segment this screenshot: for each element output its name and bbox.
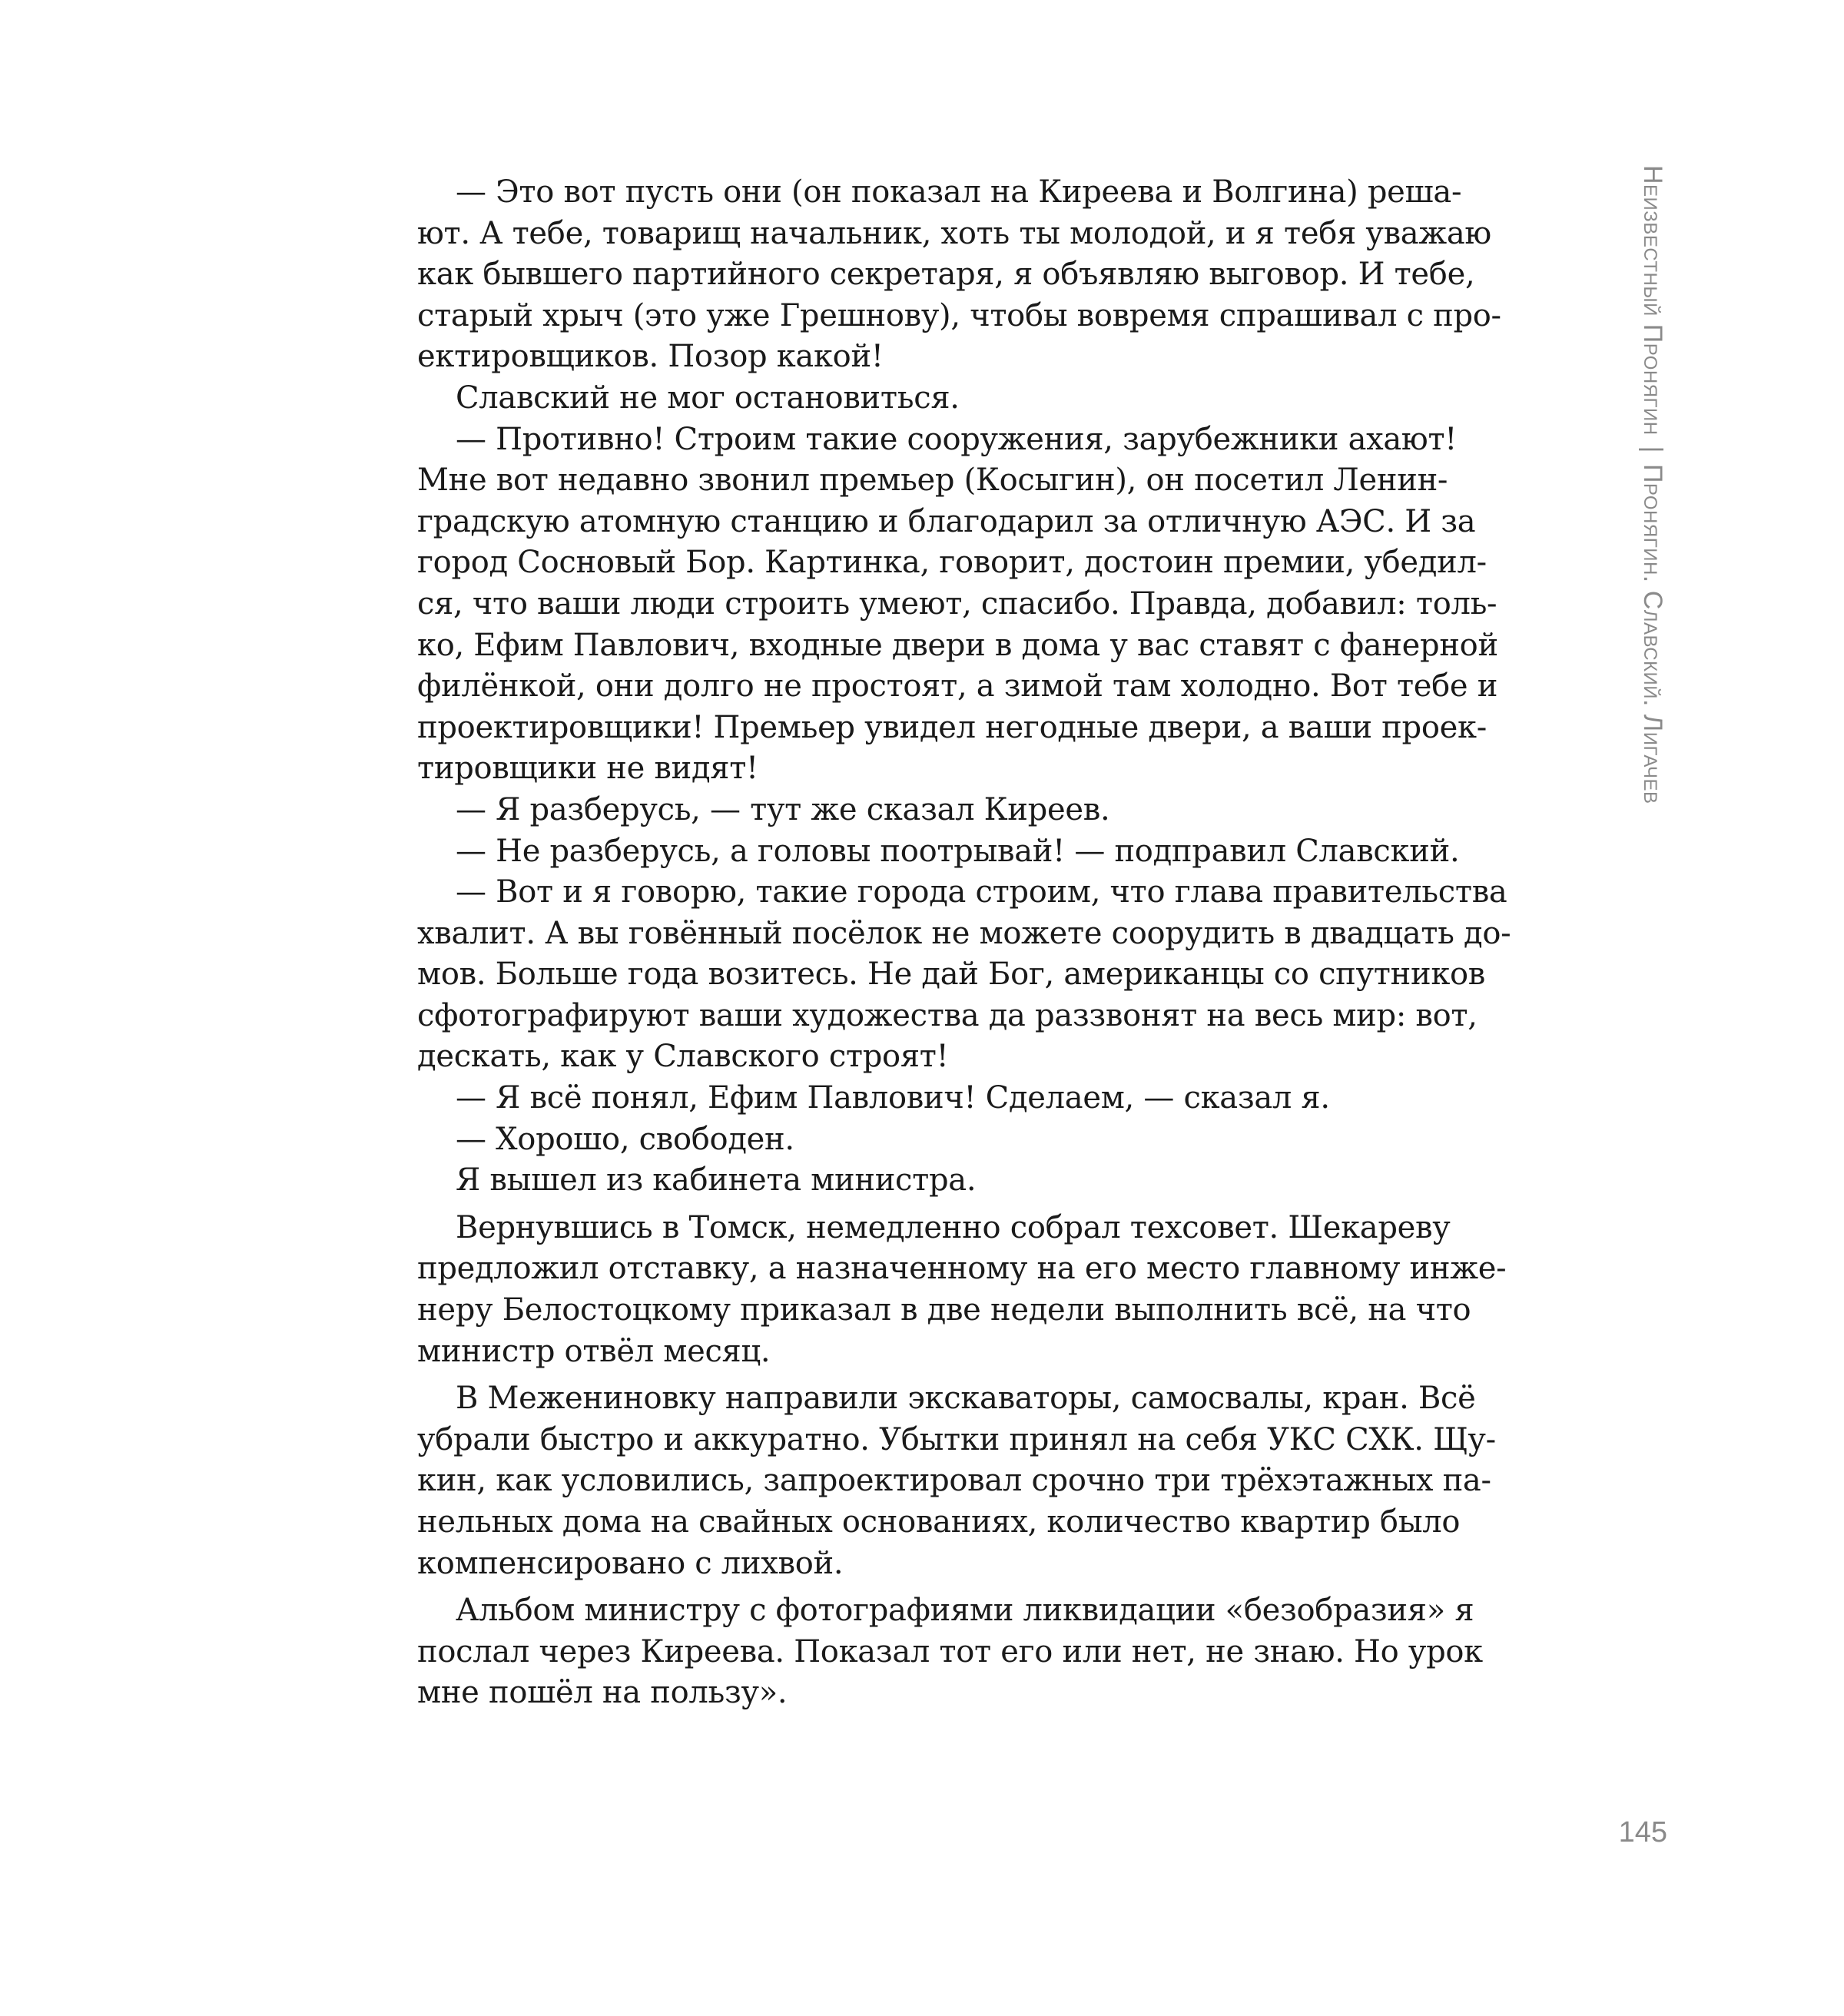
- running-head: [1635, 165, 1672, 872]
- text-line: Мне вот недавно звонил премьер (Косыгин), он посетил Ленин-: [417, 463, 1448, 499]
- text-line: В Межениновку направили экскаваторы, самосвалы, кран. Всё: [456, 1381, 1476, 1417]
- text-line: как бывшего партийного секретаря, я объявляю выговор. И тебе,: [417, 257, 1475, 293]
- text-line: ектировщиков. Позор какой!: [417, 339, 884, 375]
- paragraph-gap: [417, 1202, 1410, 1208]
- text-line: Я вышел из кабинета министра.: [456, 1162, 977, 1199]
- text-line: кин, как условились, запроектировал срочно три трёхэтажных па-: [417, 1463, 1491, 1499]
- running-head-chapter-title: Пронягин. Славский. Лигачев: [1638, 463, 1667, 804]
- text-line: мне пошёл на пользу».: [417, 1675, 788, 1711]
- text-line: — Не разберусь, а головы поотрывай! — подправил Славский.: [456, 833, 1460, 869]
- text-line: проектировщики! Премьер увидел негодные двери, а ваши проек-: [417, 709, 1487, 745]
- text-line: неру Белостоцкому приказал в две недели выполнить всё, на что: [417, 1292, 1471, 1328]
- text-line: убрали быстро и аккуратно. Убытки принял на себя УКС СХК. Щу-: [417, 1421, 1496, 1457]
- text-line: нельных дома на свайных основаниях, количество квартир было: [417, 1504, 1461, 1540]
- text-line: Альбом министру с фотографиями ликвидации «безобразия» я: [456, 1593, 1474, 1629]
- text-line: мов. Больше года возитесь. Не дай Бог, американцы со спутников: [417, 957, 1486, 993]
- text-line: — Я всё понял, Ефим Павлович! Сделаем, — сказал я.: [456, 1080, 1330, 1116]
- text-line: — Вот и я говорю, такие города строим, что глава правительства: [456, 874, 1507, 910]
- text-line: компенсировано с лихвой.: [417, 1545, 844, 1581]
- text-line: ко, Ефим Павлович, входные двери в дома у вас ставят с фанерной: [417, 627, 1498, 663]
- text-line: ся, что ваши люди строить умеют, спасибо. Правда, добавил: толь-: [417, 585, 1497, 622]
- text-line: — Это вот пусть они (он показал на Киреева и Волгина) реша-: [456, 174, 1462, 210]
- text-line: Славский не мог остановиться.: [456, 380, 960, 416]
- body-text: [417, 172, 1511, 1714]
- text-line: министр отвёл месяц.: [417, 1333, 771, 1369]
- text-line: ют. А тебе, товарищ начальник, хоть ты молодой, и я тебя уважаю: [417, 215, 1491, 251]
- text-line: тировщики не видят!: [417, 751, 758, 787]
- text-line: дескать, как у Славского строят!: [417, 1039, 949, 1075]
- text-line: старый хрыч (это уже Грешнову), чтобы вовремя спрашивал с про-: [417, 297, 1501, 333]
- text-line: хвалит. А вы говённый посёлок не можете соорудить в двадцать до-: [417, 915, 1511, 951]
- text-line: градскую атомную станцию и благодарил за отличную АЭС. И за: [417, 503, 1476, 539]
- text-line: предложил отставку, а назначенному на его место главному инже-: [417, 1251, 1507, 1287]
- page-number: 145: [1618, 1816, 1667, 1849]
- text-line: филёнкой, они долго не простоят, а зимой там холодно. Вот тебе и: [417, 668, 1498, 705]
- text-line: послал через Киреева. Показал тот его или нет, не знаю. Но урок: [417, 1633, 1483, 1670]
- paragraph-gap: [417, 1372, 1410, 1378]
- running-head-separator: |: [1638, 446, 1667, 453]
- running-head-book-title: Неизвестный Пронягин: [1638, 165, 1667, 436]
- text-line: сфотографируют ваши художества да раззвонят на весь мир: вот,: [417, 997, 1478, 1033]
- text-line: Вернувшись в Томск, немедленно собрал техсовет. Шекареву: [456, 1209, 1451, 1245]
- text-line: — Противно! Строим такие сооружения, зарубежники ахают!: [456, 421, 1458, 457]
- paragraph-gap: [417, 1584, 1410, 1590]
- text-line: — Хорошо, свободен.: [456, 1121, 794, 1157]
- running-head-text: [1637, 165, 1667, 804]
- text-line: — Я разберусь, — тут же сказал Киреев.: [456, 791, 1110, 827]
- text-line: город Сосновый Бор. Картинка, говорит, достоин премии, убедил-: [417, 545, 1487, 581]
